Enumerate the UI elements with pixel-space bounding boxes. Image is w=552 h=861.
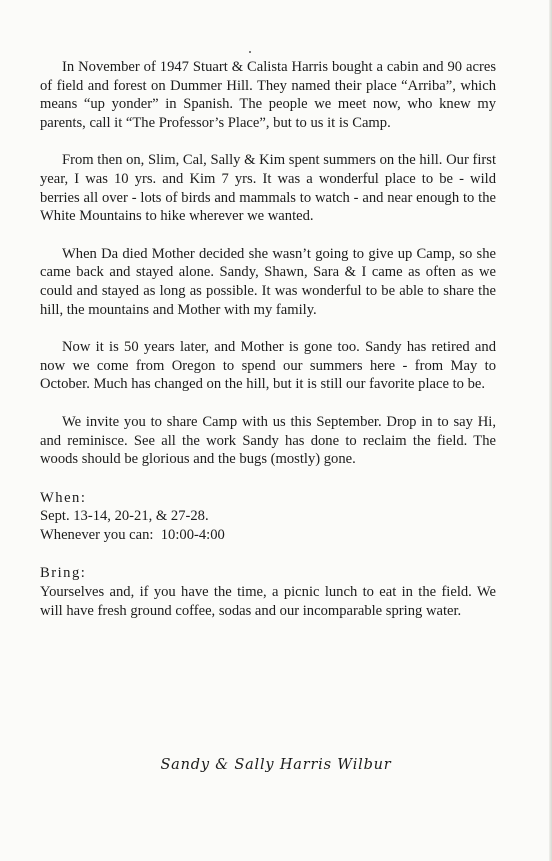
paper-speck xyxy=(249,51,251,53)
paragraph-purchase: In November of 1947 Stuart & Calista Harris bought a cabin and 90 acres of field and forest on Dummer Hill. They named their place “Arriba”, which means “up yonder” in Spanish. The people we meet now, who knew my parents, call it “The Professor’s Place”, but to us it is Camp. xyxy=(40,59,496,131)
paragraph-invitation: We invite you to share Camp with us this September. Drop in to say Hi, and reminisce. See all the work Sandy has done to reclaim the field. The woods should be glorious and the bugs (mostly) gone. xyxy=(40,413,496,468)
when-dates: Sept. 13-14, 20-21, & 27-28. xyxy=(40,508,209,525)
paragraph-summers: From then on, Slim, Cal, Sally & Kim spent summers on the hill. Our first year, I was 10 yrs. and Kim 7 yrs. It was a wonderful place to be - wild berries all over - lots of birds and mammals to watch - and near enough to the White Mountains to hike wherever we wanted. xyxy=(40,152,496,225)
signature: Sandy & Sally Harris Wilbur xyxy=(160,757,392,773)
when-heading: When: xyxy=(40,489,87,506)
when-hours: Whenever you can: 10:00-4:00 xyxy=(40,526,225,543)
paragraph-fifty-years: Now it is 50 years later, and Mother is gone too. Sandy has retired and now we come from Oregon to spend our summers here - from May to October. Much has changed on the hill, but it is still our favorite place to be. xyxy=(40,339,496,393)
paragraph-mother: When Da died Mother decided she wasn’t going to give up Camp, so she came back and stayed alone. Sandy, Shawn, Sara & I came as often as we could and stayed as long as possible. It was wonderful to be able to share the hill, the mountains and Mother with my family. xyxy=(40,245,496,318)
bring-heading: Bring: xyxy=(40,565,87,582)
bring-text: Yourselves and, if you have the time, a picnic lunch to eat in the field. We will have fresh ground coffee, sodas and our incomparable spring water. xyxy=(40,584,496,619)
